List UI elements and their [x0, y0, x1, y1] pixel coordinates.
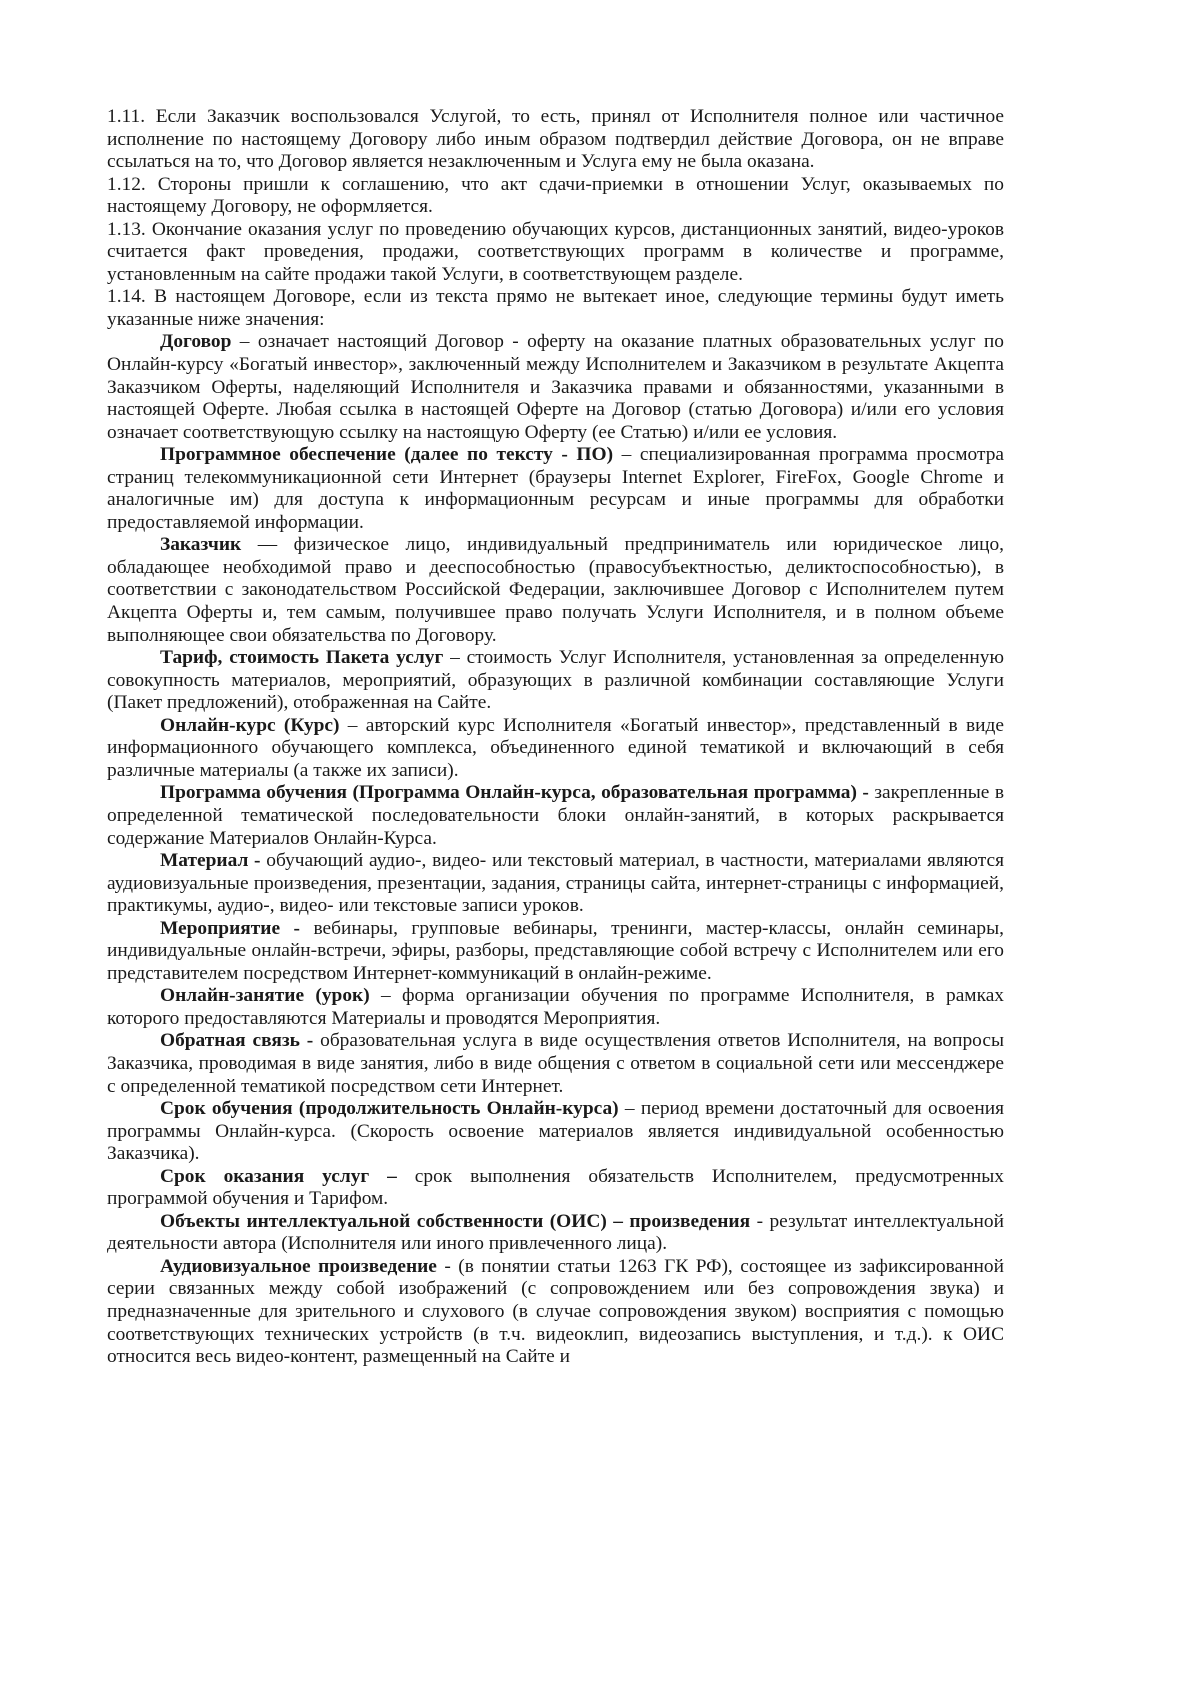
definition-term: Договор: [160, 331, 232, 353]
definition-text: – форма организации обучения по программе Исполнителя, в рамках которого предоставляются Материалы и проводятся Мероприятия.: [107, 985, 1004, 1029]
definition-text: обучающий аудио-, видео- или текстовый материал, в частности, материалами являются аудиовизуальные произведения, презентации, задания, страницы сайта, интернет-страницы с информацией, практикумы, аудио-, видео- или текстовые записи уроков.: [107, 850, 1004, 917]
definition-study-period: [107, 1098, 1004, 1166]
definition-audiovisual-work: [107, 1256, 1004, 1369]
definition-curriculum: [107, 782, 1004, 850]
definition-text: закрепленные в определенной тематической последовательности блоки онлайн-занятий, в которых раскрывается содержание Материалов Онлайн-Курса.: [107, 782, 1004, 849]
definition-software: [107, 444, 1004, 534]
definition-term: Объекты интеллектуальной собственности (ОИС) – произведения: [160, 1210, 751, 1232]
definition-text: – стоимость Услуг Исполнителя, установленная за определенную совокупность материалов, мероприятий, образующих в различной комбинации составляющие Услуги (Пакет предложений), отображенная на Сайте.: [107, 647, 1004, 714]
clause-1-14: [107, 286, 1004, 331]
definition-term: Срок оказания услуг –: [160, 1165, 397, 1187]
clause-number: 1.13.: [107, 218, 146, 240]
definition-term: Тариф, стоимость Пакета услуг: [160, 647, 444, 669]
clause-number: 1.12.: [107, 173, 146, 195]
definition-term: Обратная связь -: [160, 1030, 314, 1052]
definition-material: [107, 850, 1004, 918]
document-page: [107, 106, 1004, 1369]
definition-online-lesson: [107, 985, 1004, 1030]
definition-feedback: [107, 1030, 1004, 1098]
definition-term: Материал -: [160, 850, 261, 872]
definition-event: [107, 918, 1004, 986]
definition-online-course: [107, 715, 1004, 783]
clause-text: Стороны пришли к соглашению, что акт сдачи-приемки в отношении Услуг, оказываемых по настоящему Договору, не оформляется.: [107, 173, 1004, 218]
definition-term: Срок обучения (продолжительность Онлайн-курса): [160, 1098, 619, 1120]
definition-term: Программное обеспечение (далее по тексту - ПО): [160, 444, 614, 466]
clause-1-11: [107, 106, 1004, 174]
definition-text: образовательная услуга в виде осуществления ответов Исполнителя, на вопросы Заказчика, проводимая в виде занятия, либо в виде общения с ответом в социальной сети или мессенджере с определенной тематикой посредством сети Интернет.: [107, 1030, 1004, 1097]
definition-text: - результат интеллектуальной деятельности автора (Исполнителя или иного привлеченного лица).: [107, 1210, 1004, 1255]
clause-1-12: [107, 174, 1004, 219]
definition-service-period: [107, 1166, 1004, 1211]
clause-text: В настоящем Договоре, если из текста прямо не вытекает иное, следующие термины будут иметь указанные ниже значения:: [107, 286, 1004, 330]
clause-number: 1.14.: [107, 286, 146, 308]
definition-term: Аудиовизуальное произведение: [160, 1255, 437, 1277]
clause-1-13: [107, 219, 1004, 287]
definition-text: - (в понятии статьи 1263 ГК РФ), состоящее из зафиксированной серии связанных между собой изображений (с сопровождением или без сопровождения звука) и предназначенные для зрительного и слухового (в случае сопровождения звуком) восприятия с помощью соответствующих технических устройств (в т.ч. видеоклип, видеозапись выступления, и т.д.). к ОИС относится весь видео-контент, размещенный на Сайте и: [107, 1255, 1004, 1368]
clause-text: Если Заказчик воспользовался Услугой, то есть, принял от Исполнителя полное или частичное исполнение по настоящему Договору либо иным образом подтвердил действие Договора, он не вправе ссылаться на то, что Договор является незаключенным и Услуга ему не была оказана.: [107, 106, 1004, 173]
definition-tariff: [107, 647, 1004, 715]
clause-number: 1.11.: [107, 106, 146, 127]
definition-term: Мероприятие -: [160, 917, 300, 939]
definition-term: Заказчик: [160, 534, 242, 556]
clause-text: Окончание оказания услуг по проведению обучающих курсов, дистанционных занятий, видео-уроков считается факт проведения, продажи, соответствующих программ в количестве и программе, установленным на сайте продажи такой Услуги, в соответствующем разделе.: [107, 218, 1004, 285]
definition-term: Онлайн-курс (Курс): [160, 714, 340, 736]
definition-term: Программа обучения (Программа Онлайн-курса, образовательная программа) -: [160, 782, 869, 804]
definition-text: – период времени достаточный для освоения программы Онлайн-курса. (Скорость освоение материалов является индивидуальной особенностью Заказчика).: [107, 1098, 1004, 1165]
definition-term: Онлайн-занятие (урок): [160, 985, 370, 1007]
definition-customer: [107, 534, 1004, 647]
definition-ip-objects: [107, 1211, 1004, 1256]
definition-text: – авторский курс Исполнителя «Богатый инвестор», представленный в виде информационного обучающего комплекса, объединенного единой тематикой и включающий в себя различные материалы (а также их записи).: [107, 714, 1004, 781]
definition-text: вебинары, групповые вебинары, тренинги, мастер-классы, онлайн семинары, индивидуальные онлайн-встречи, эфиры, разборы, представляющие собой встречу с Исполнителем или его представителем посредством Интернет-коммуникаций в онлайн-режиме.: [107, 917, 1004, 984]
definition-text: — физическое лицо, индивидуальный предприниматель или юридическое лицо, обладающее необходимой право и дееспособностью (правосубъектностью, деликтоспособностью), в соответствии с законодательством Российской Федерации, заключившее Договор с Исполнителем путем Акцепта Оферты и, тем самым, получившее право получать Услуги Исполнителя, и в полном объеме выполняющее свои обязательства по Договору.: [107, 534, 1004, 646]
definition-text: – означает настоящий Договор - оферту на оказание платных образовательных услуг по Онлайн-курсу «Богатый инвестор», заключенный между Исполнителем и Заказчиком в результате Акцепта Заказчиком Оферты, наделяющий Исполнителя и Заказчика правами и обязанностями, указанными в настоящей Оферте. Любая ссылка в настоящей Оферте на Договор (статью Договора) и/или его условия означает соответствующую ссылку на настоящую Оферту (ее Статью) и/или ее условия.: [107, 331, 1004, 443]
definition-dogovor: [107, 331, 1004, 444]
definition-text: – специализированная программа просмотра страниц телекоммуникационной сети Интернет (браузеры Internet Explorer, FireFox, Google Chrome и аналогичные им) для доступа к информационным ресурсам и иные программы для обработки предоставляемой информации.: [107, 444, 1004, 533]
definition-text: срок выполнения обязательств Исполнителем, предусмотренных программой обучения и Тарифом.: [107, 1165, 1004, 1210]
